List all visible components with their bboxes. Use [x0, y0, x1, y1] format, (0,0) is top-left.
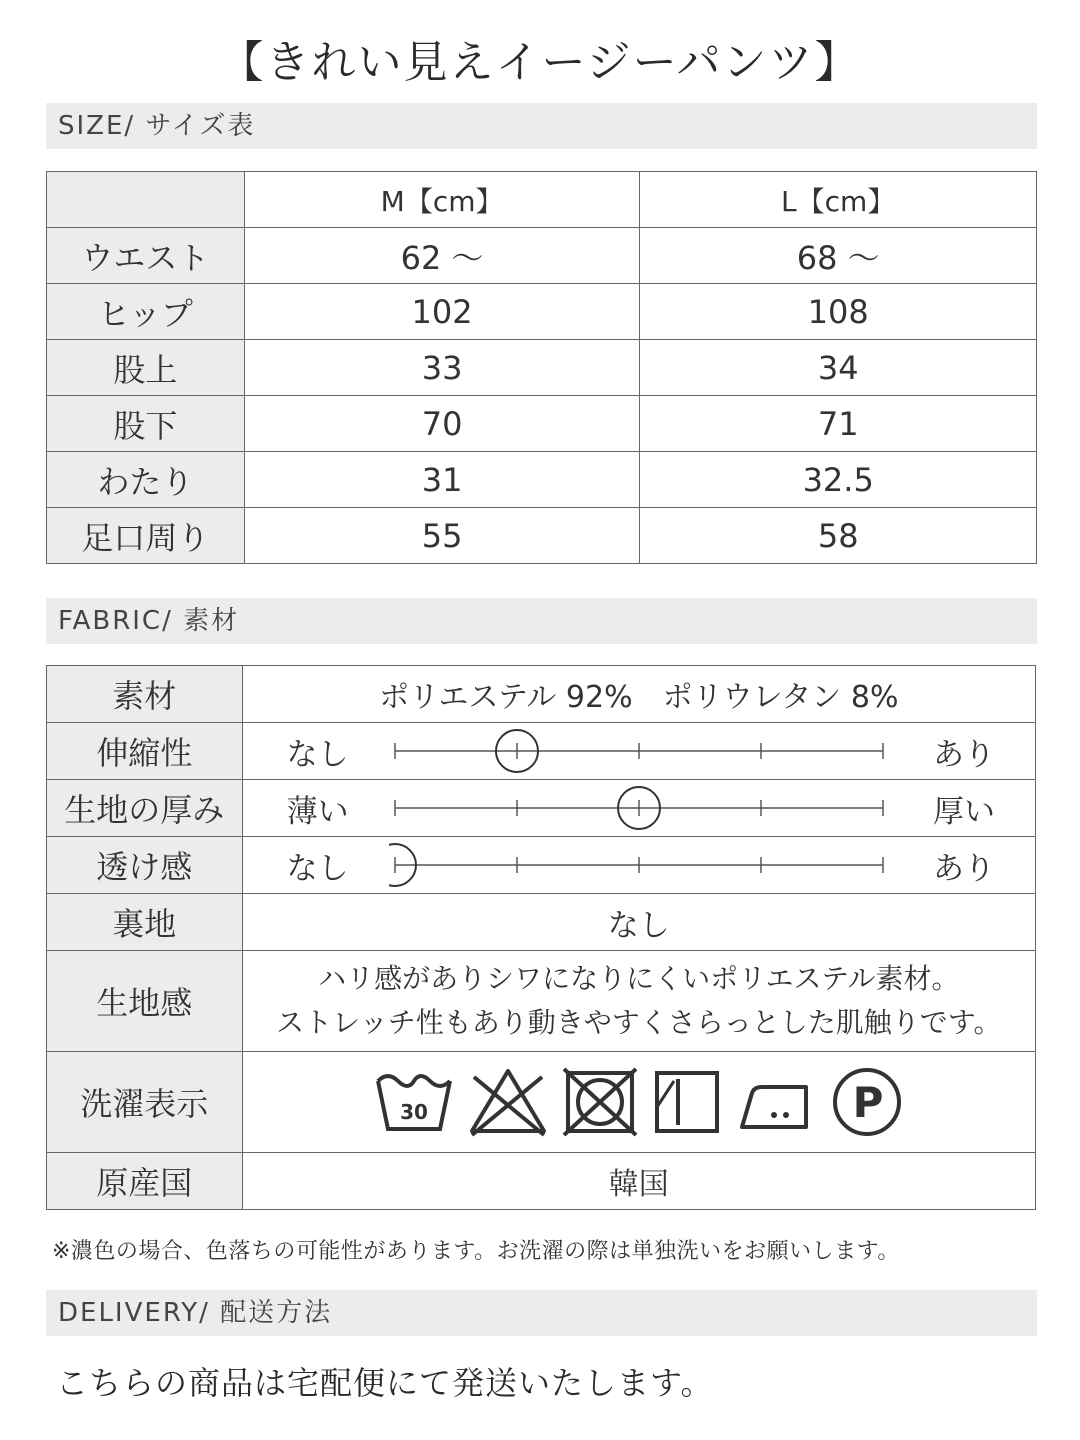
page-title: 【きれい見えイージーパンツ】	[219, 37, 861, 88]
lining-label: 裏地	[47, 894, 243, 951]
table-row	[47, 1052, 1036, 1153]
dry-clean-letter: P	[852, 1078, 884, 1127]
wash-30-icon	[374, 1067, 454, 1137]
fabric-section-heading: FABRIC/ 素材	[46, 598, 1037, 644]
table-row	[47, 396, 1037, 452]
fabric-table	[46, 665, 1036, 1210]
size-value-l: 71	[640, 396, 1037, 452]
size-value-m: 55	[244, 508, 640, 564]
scale-left-label: なし	[286, 850, 349, 887]
table-row	[47, 284, 1037, 340]
care-label: 洗濯表示	[47, 1052, 243, 1153]
scale-left-label: なし	[286, 736, 349, 773]
size-value-m: 62 ～	[244, 228, 640, 284]
sheerness-scale-bar	[389, 840, 889, 890]
fabric-feel-value	[242, 951, 1035, 1052]
size-value-m: 102	[244, 284, 640, 340]
sheerness-label: 透け感	[47, 837, 243, 894]
thickness-scale-bar	[389, 783, 889, 833]
fabric-feel-label: 生地感	[47, 951, 243, 1052]
scale-right-label: あり	[933, 736, 995, 773]
no-bleach-icon	[468, 1067, 548, 1137]
material-value: ポリエステル 92% ポリウレタン 8%	[242, 666, 1035, 723]
size-value-l: 34	[640, 340, 1037, 396]
thickness-scale	[242, 780, 1035, 837]
table-row	[47, 780, 1036, 837]
sheerness-scale	[242, 837, 1035, 894]
origin-value: 韓国	[242, 1153, 1035, 1210]
size-row-label: ウエスト	[47, 228, 245, 284]
origin-label: 原産国	[47, 1153, 243, 1210]
table-row	[47, 951, 1036, 1052]
care-symbols	[242, 1052, 1035, 1153]
lining-value: なし	[242, 894, 1035, 951]
size-row-label: 足口周り	[47, 508, 245, 564]
size-value-l: 108	[640, 284, 1037, 340]
table-row	[47, 1153, 1036, 1210]
table-row	[47, 894, 1036, 951]
stretch-scale-bar	[389, 726, 889, 776]
care-note: ※濃色の場合、色落ちの可能性があります。お洗濯の際は単独洗いをお願いします。	[52, 1239, 900, 1264]
material-label: 素材	[47, 666, 243, 723]
size-header-m: M【cm】	[244, 172, 640, 228]
table-row	[47, 508, 1037, 564]
table-row	[47, 452, 1037, 508]
table-row	[47, 340, 1037, 396]
size-value-l: 68 ～	[640, 228, 1037, 284]
delivery-text: こちらの商品は宅配便にて発送いたします。	[56, 1364, 714, 1402]
size-value-m: 70	[244, 396, 640, 452]
wash-temp-text: 30	[399, 1100, 428, 1124]
table-row	[47, 228, 1037, 284]
stretch-label: 伸縮性	[47, 723, 243, 780]
stretch-scale	[242, 723, 1035, 780]
table-row	[47, 666, 1036, 723]
size-header-l: L【cm】	[640, 172, 1037, 228]
size-row-label: 股上	[47, 340, 245, 396]
size-table	[46, 171, 1037, 564]
no-tumble-dry-icon	[562, 1067, 638, 1137]
size-table-header	[47, 172, 1037, 228]
scale-left-label: 薄い	[286, 793, 349, 830]
thickness-label: 生地の厚み	[47, 780, 243, 837]
size-row-label: 股下	[47, 396, 245, 452]
delivery-section-heading: DELIVERY/ 配送方法	[46, 1290, 1037, 1336]
size-row-label: わたり	[47, 452, 245, 508]
fabric-feel-line: ハリ感がありシワになりにくいポリエステル素材。	[318, 962, 960, 995]
size-section-heading: SIZE/ サイズ表	[46, 103, 1037, 149]
table-row	[47, 723, 1036, 780]
size-row-label: ヒップ	[47, 284, 245, 340]
table-row	[47, 837, 1036, 894]
fabric-feel-line: ストレッチ性もあり動きやすくさらっとした肌触りです。	[276, 1006, 1002, 1039]
size-value-l: 58	[640, 508, 1037, 564]
size-value-m: 33	[244, 340, 640, 396]
iron-low-icon	[736, 1067, 816, 1137]
dry-clean-p-icon	[830, 1065, 904, 1139]
scale-right-label: 厚い	[933, 793, 995, 830]
size-value-l: 32.5	[640, 452, 1037, 508]
size-value-m: 31	[244, 452, 640, 508]
size-header-blank	[47, 172, 245, 228]
line-dry-icon	[652, 1067, 722, 1137]
scale-right-label: あり	[933, 850, 995, 887]
